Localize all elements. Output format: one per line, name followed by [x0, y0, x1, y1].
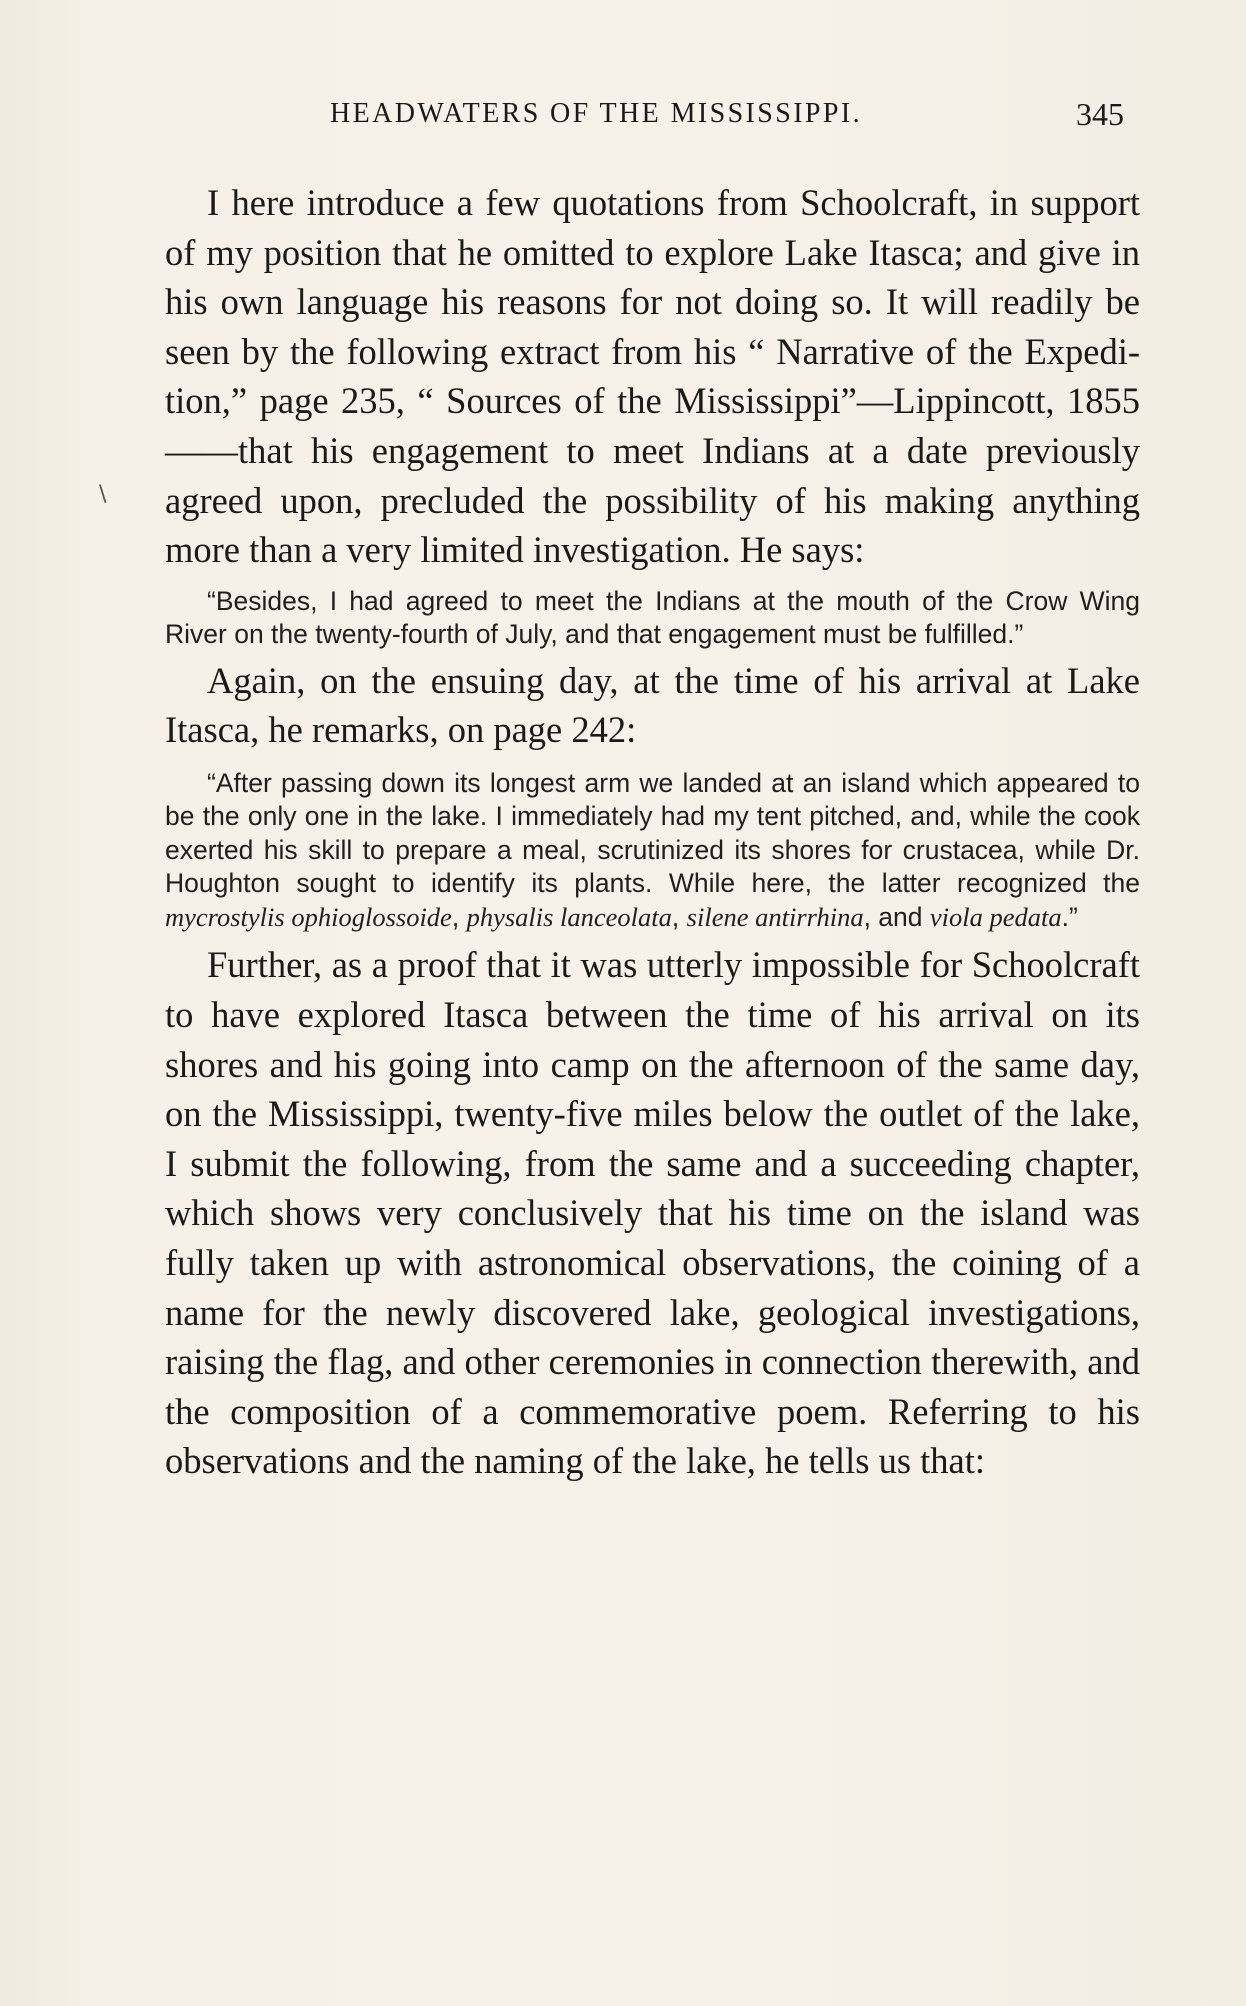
- quote-text: “After passing down its longest arm we landed at an island which appeared to be the only one in the lake. I immediately had my tent pitched, and, while the cook exerted his skill to prepare a meal, scrutinized its shores for crustacea, while Dr. Houghton sought to identify its plants. While here, the latter recognized the: [165, 767, 1140, 899]
- block-quote-crow-wing: “Besides, I had agreed to meet the Indians at the mouth of the Crow Wing River on the twenty-fourth of July, and that engagement must be fulfilled.”: [165, 585, 1140, 650]
- margin-mark: \: [99, 482, 107, 507]
- quote-end: .”: [1061, 901, 1078, 932]
- quote-separator: ,: [671, 901, 687, 932]
- paragraph-again: Again, on the ensuing day, at the time of his arrival at Lake Itasca, he remarks, on page 242:: [165, 659, 1140, 751]
- quote-separator: , and: [863, 901, 930, 932]
- paragraph-further: Further, as a proof that it was utterly impossible for Schoolcraft to have explored Itasca between the time of his arrival on its shores and his going into camp on the afternoon of the same day, on the Mississippi, twenty-five miles below the outlet of the lake, I submit the following, from the same and a succeeding chapter, which shows very conclusively that his time on the island was fully taken up with astronomical observations, the coining of a name for the newly discovered lake, geological investigations, raising the flag, and other ceremonies in connection therewith, and the composition of a commemorative poem. Referring to his observations and the naming of the lake, he tells us that:: [165, 944, 1140, 1482]
- species-name: physalis lanceolata: [466, 901, 672, 932]
- species-name: silene antirrhina: [686, 901, 864, 932]
- running-head: [330, 98, 1130, 138]
- quote-separator: ,: [451, 901, 467, 932]
- species-name: viola pedata: [929, 901, 1062, 932]
- running-title: HEADWATERS OF THE MISSISSIPPI.: [330, 98, 863, 129]
- page-number: 345: [1076, 96, 1124, 132]
- block-quote-island: [165, 767, 1140, 935]
- paragraph-intro: I here introduce a few quotations from Schoolcraft, in support of my position that he omitted to explore Lake Itasca; and give in his own language his reasons for not doing so. It will readily be seen by the following extract from his “ Narrative of the Expedition,” page 235, “ Sources of the Mississippi”—Lippincott, 1855——that his engagement to meet Indians at a date previously agreed upon, precluded the possibility of his making anything more than a very limited investigation. He says:: [165, 182, 1140, 571]
- page-body: [165, 178, 1140, 1486]
- species-name: mycrostylis ophioglossoide: [165, 901, 452, 932]
